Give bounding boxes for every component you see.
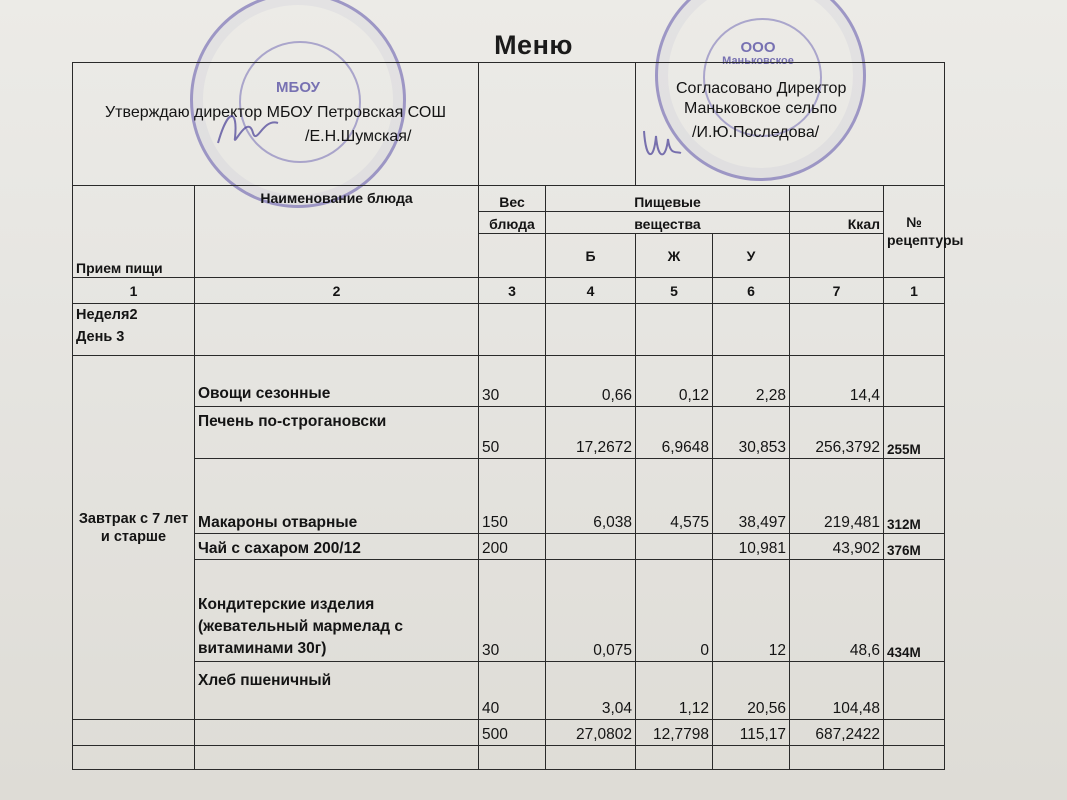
col-meal-header: Прием пищи — [73, 186, 195, 278]
zh-value: 6,9648 — [636, 407, 713, 459]
table-row — [73, 356, 945, 407]
zh-value: 4,575 — [636, 459, 713, 534]
b-value: 0,075 — [546, 560, 636, 662]
weight-value: 150 — [479, 459, 546, 534]
week-label: Неделя2 — [76, 307, 138, 323]
total-zh: 12,7798 — [636, 720, 713, 746]
dish-name: Овощи сезонные — [195, 356, 479, 407]
dish-name: Хлеб пшеничный — [195, 662, 479, 720]
col-dish-header: Наименование блюда — [195, 186, 479, 278]
total-u: 115,17 — [713, 720, 790, 746]
page-title: Меню — [494, 30, 573, 60]
approval-cell — [73, 63, 479, 186]
table-row — [73, 662, 945, 720]
director-signature — [213, 103, 283, 153]
col-number: 3 — [479, 278, 546, 304]
total-row — [73, 720, 945, 746]
b-value: 0,66 — [546, 356, 636, 407]
col-kcal-empty — [790, 234, 884, 278]
col-number: 1 — [884, 278, 945, 304]
menu-table — [72, 62, 964, 770]
week-day-cell — [73, 304, 195, 356]
header-spacer-cell — [479, 63, 636, 186]
b-value: 3,04 — [546, 662, 636, 720]
kcal-value: 14,4 — [790, 356, 884, 407]
agreement-org: Маньковское сельпо — [684, 100, 837, 117]
weight-value: 50 — [479, 407, 546, 459]
table-row — [73, 534, 945, 560]
column-numbers-row — [73, 278, 945, 304]
b-value: 6,038 — [546, 459, 636, 534]
dish-name: Печень по-строгановски — [195, 407, 479, 459]
col-number: 7 — [790, 278, 884, 304]
agreement-cell — [636, 63, 945, 186]
col-zh-header: Ж — [636, 234, 713, 278]
recipe-value: 312М — [884, 459, 945, 534]
zh-value: 0,12 — [636, 356, 713, 407]
b-value — [546, 534, 636, 560]
meal-name-cell: Завтрак с 7 лет и старше — [73, 356, 195, 720]
weight-value: 200 — [479, 534, 546, 560]
dish-name: Макароны отварные — [195, 459, 479, 534]
recipe-value — [884, 356, 945, 407]
u-value: 30,853 — [713, 407, 790, 459]
b-value: 17,2672 — [546, 407, 636, 459]
col-number: 4 — [546, 278, 636, 304]
kcal-value: 43,902 — [790, 534, 884, 560]
u-value: 20,56 — [713, 662, 790, 720]
table-row — [73, 459, 945, 534]
approval-signer: /Е.Н.Шумская/ — [305, 128, 412, 145]
col-kcal-header: Ккал — [790, 212, 884, 234]
total-kcal: 687,2422 — [790, 720, 884, 746]
zh-value: 1,12 — [636, 662, 713, 720]
col-number: 2 — [195, 278, 479, 304]
school-stamp-label: МБОУ — [276, 79, 320, 96]
u-value: 12 — [713, 560, 790, 662]
col-recipe-header: № рецептуры — [884, 186, 945, 278]
col-u-header: У — [713, 234, 790, 278]
col-weight-header-top: Вес — [479, 186, 546, 212]
recipe-value: 434М — [884, 560, 945, 662]
table-row — [73, 560, 945, 662]
total-b: 27,0802 — [546, 720, 636, 746]
col-number: 1 — [73, 278, 195, 304]
col-nutrients-header-top: Пищевые — [546, 186, 790, 212]
kcal-value: 219,481 — [790, 459, 884, 534]
weight-value: 30 — [479, 356, 546, 407]
kcal-value: 48,6 — [790, 560, 884, 662]
col-weight-empty — [479, 234, 546, 278]
col-b-header: Б — [546, 234, 636, 278]
approval-text: Утверждаю директор МБОУ Петровская СОШ — [105, 104, 446, 121]
u-value: 2,28 — [713, 356, 790, 407]
col-nutrients-header-bottom: вещества — [546, 212, 790, 234]
zh-value — [636, 534, 713, 560]
agreement-title: Согласовано Директор — [676, 80, 847, 97]
cooperative-signature — [636, 121, 686, 171]
weight-value: 30 — [479, 560, 546, 662]
total-weight: 500 — [479, 720, 546, 746]
dish-name: Кондитерские изделия (жевательный мармелад с витаминами 30г) — [195, 560, 479, 662]
table-row — [73, 407, 945, 459]
weight-value: 40 — [479, 662, 546, 720]
zh-value: 0 — [636, 560, 713, 662]
recipe-value — [884, 662, 945, 720]
recipe-value: 376М — [884, 534, 945, 560]
day-label: День 3 — [76, 328, 125, 345]
kcal-value: 104,48 — [790, 662, 884, 720]
col-weight-header-bottom: блюда — [479, 212, 546, 234]
col-number: 5 — [636, 278, 713, 304]
cooperative-stamp-label: ООО Маньковское — [722, 39, 794, 67]
kcal-value: 256,3792 — [790, 407, 884, 459]
recipe-value: 255М — [884, 407, 945, 459]
u-value: 38,497 — [713, 459, 790, 534]
dish-name: Чай с сахаром 200/12 — [195, 534, 479, 560]
col-number: 6 — [713, 278, 790, 304]
u-value: 10,981 — [713, 534, 790, 560]
col-kcal-header-top — [790, 186, 884, 212]
agreement-signer: /И.Ю.Последова/ — [692, 124, 820, 141]
